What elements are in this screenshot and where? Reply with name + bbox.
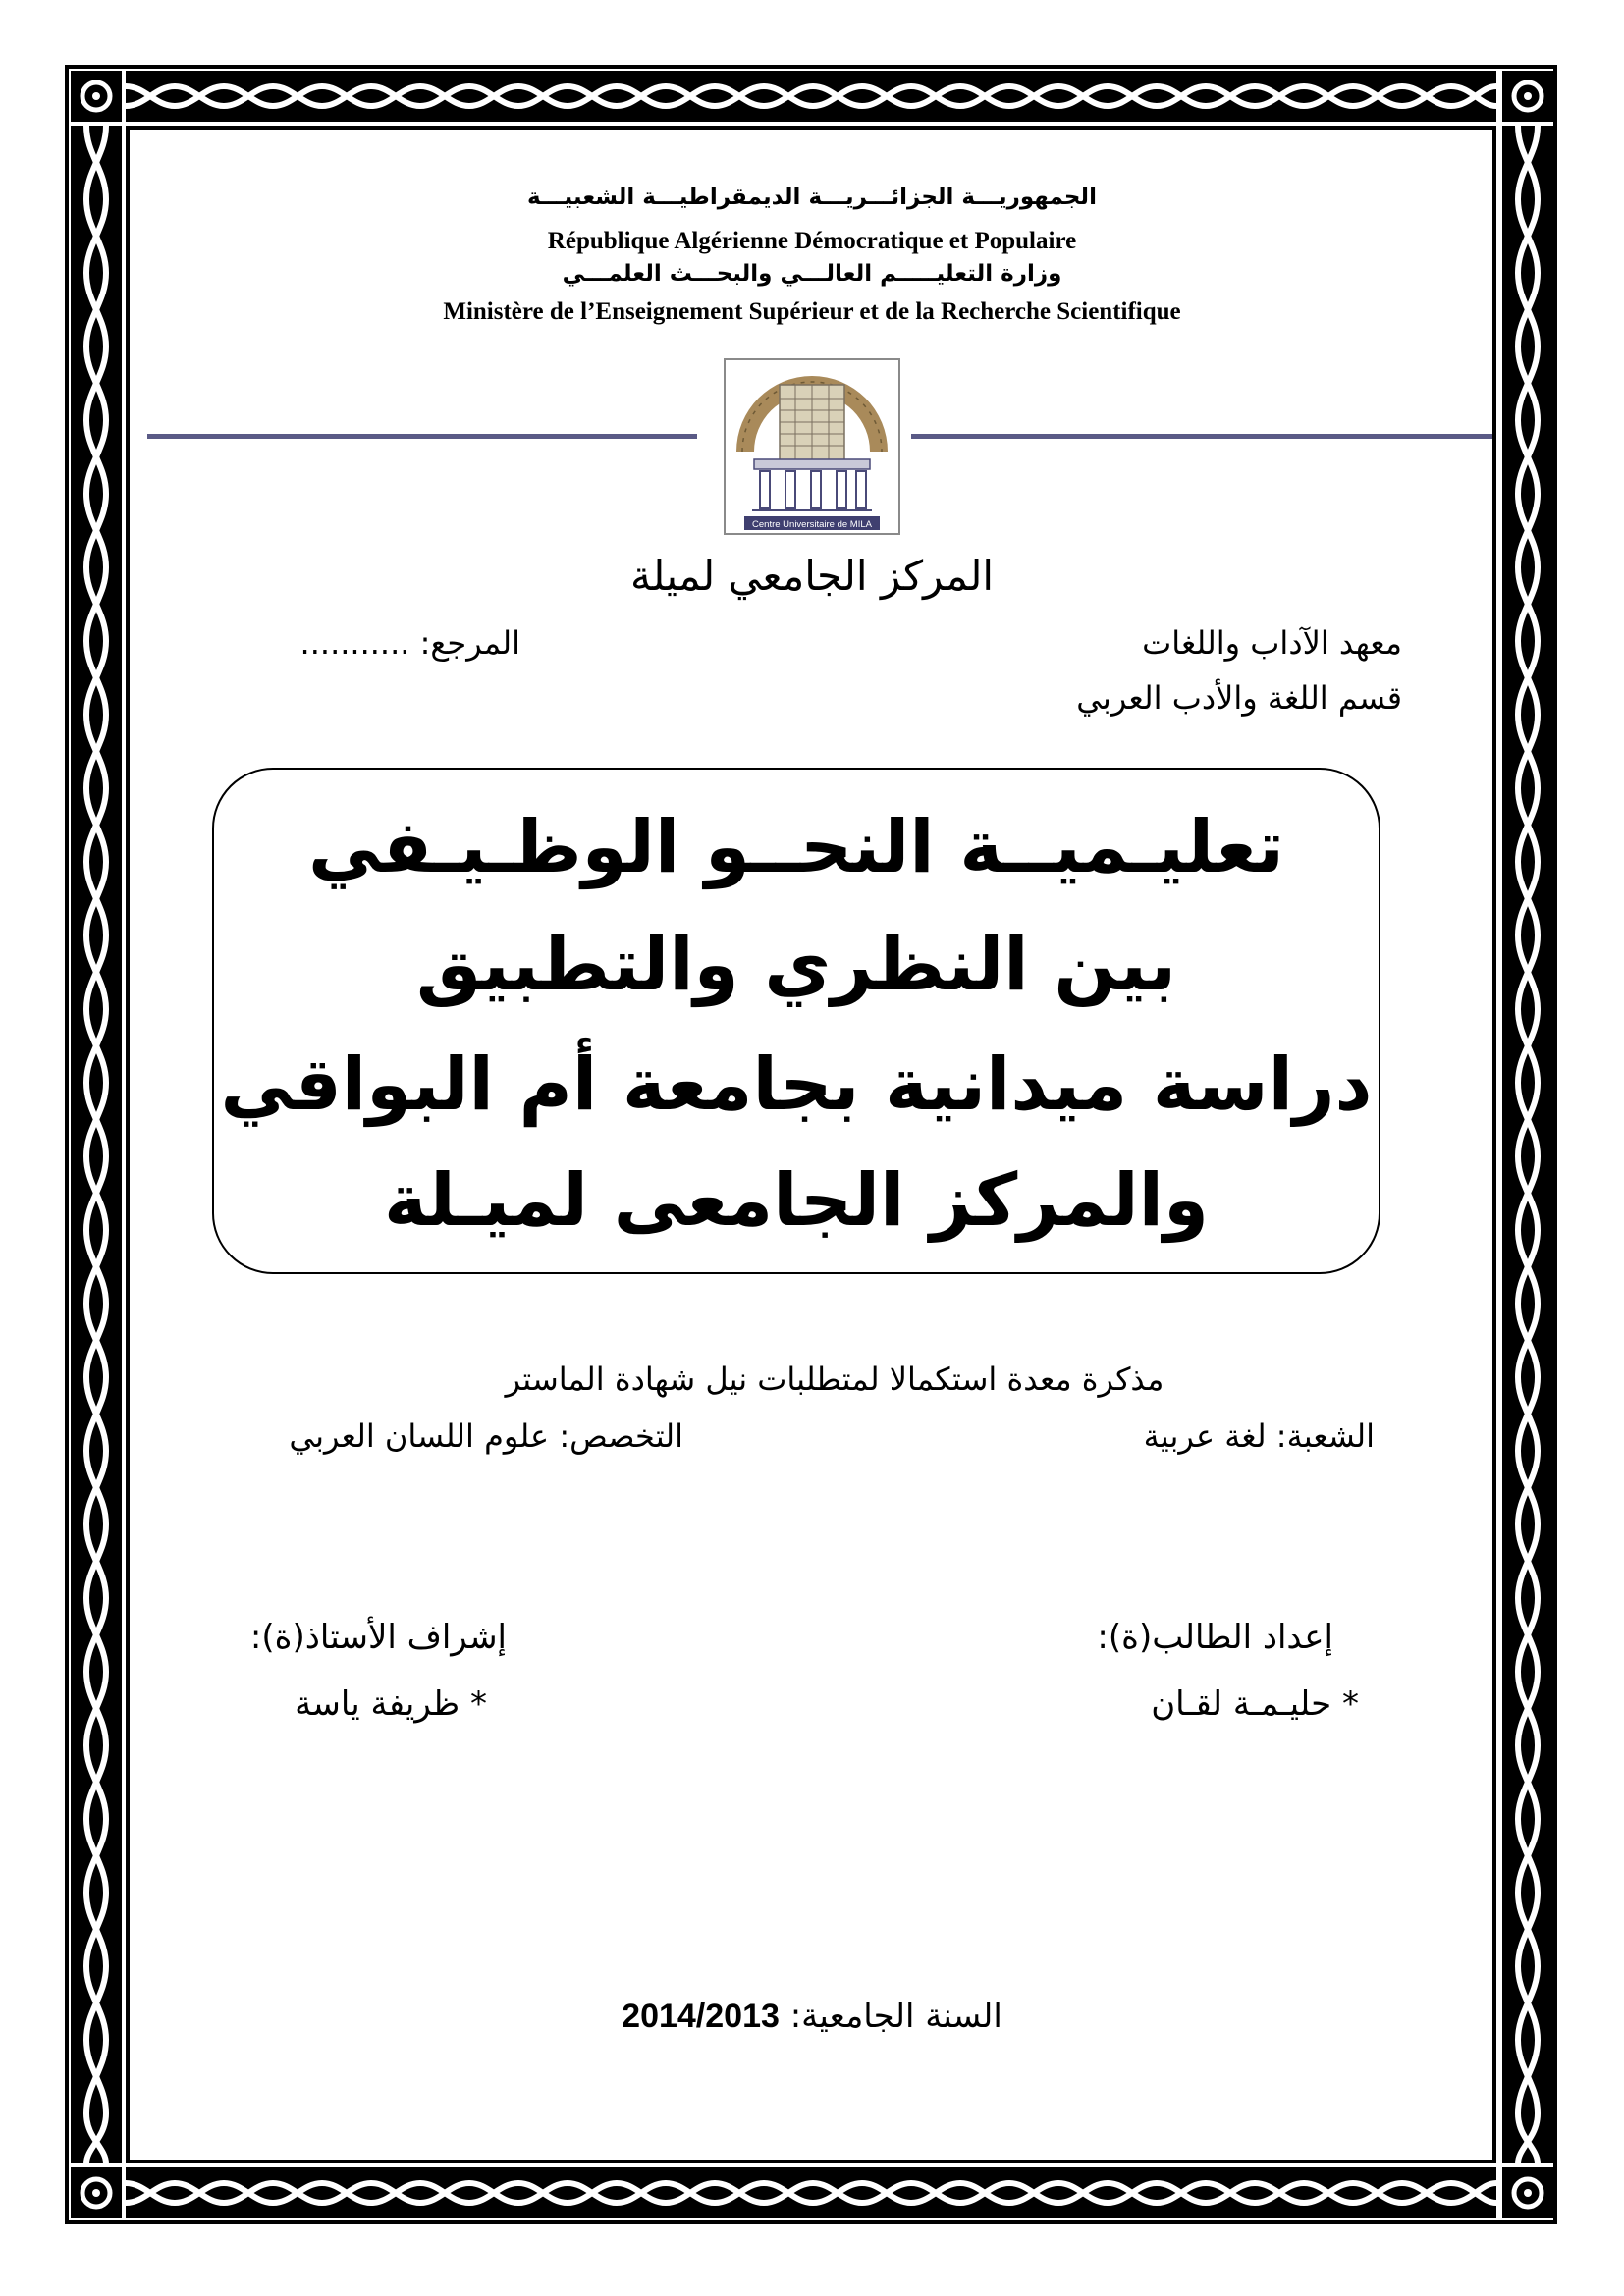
republic-french: République Algérienne Démocratique et Populaire xyxy=(547,228,1077,254)
department-name: قسم اللغة والأدب العربي xyxy=(1076,679,1402,717)
corner-ornament-icon xyxy=(1502,2167,1553,2218)
memoir-title-line-1: تعليـميــة النحــو الوظـيـفي xyxy=(308,805,1284,889)
supervised-by-label: إشراف الأستاذ(ة): xyxy=(249,1618,507,1657)
memoir-title-line-4: والمركز الجامعى لميـلة xyxy=(383,1158,1210,1243)
university-building-arch-icon xyxy=(723,357,901,536)
ministry-arabic: وزارة التعليـــــم العالـــي والبحـــث العلمـــي xyxy=(562,261,1062,287)
right-braid-border xyxy=(1502,126,1553,2163)
reference-field: المرجع: ........... xyxy=(299,624,520,662)
institute-name: معهد الآداب واللغات xyxy=(1142,624,1402,662)
supervisor-name: * ظريفة ياسة xyxy=(295,1684,487,1724)
student-name: * حليـمـة لقـان xyxy=(1151,1684,1359,1724)
academic-year-label: السنة الجامعية: xyxy=(789,1997,1002,2036)
memoir-purpose: مذكرة معدة استكمالا لمتطلبات نيل شهادة الماستر xyxy=(505,1361,1164,1398)
prepared-by-label: إعداد الطالب(ة): xyxy=(1097,1618,1333,1657)
corner-ornament-icon xyxy=(1502,71,1553,122)
branch-field: الشعبة: لغة عربية xyxy=(1143,1417,1375,1455)
top-braid-border xyxy=(126,71,1496,122)
corner-ornament-icon xyxy=(71,2167,122,2218)
academic-year-value: 2014/2013 xyxy=(622,1998,780,2035)
corner-ornament-icon xyxy=(71,71,122,122)
academic-year xyxy=(393,1997,1231,2036)
ministry-french: Ministère de l’Enseignement Supérieur et de la Recherche Scientifique xyxy=(443,298,1181,325)
memoir-title-line-2: بين النظري والتطبيق xyxy=(416,923,1176,1007)
logo-caption: Centre Universitaire de MILA xyxy=(752,519,872,530)
left-header-rule xyxy=(147,434,697,439)
left-braid-border xyxy=(71,126,122,2163)
specialty-field: التخصص: علوم اللسان العربي xyxy=(289,1417,683,1455)
right-header-rule xyxy=(911,434,1492,439)
bottom-braid-border xyxy=(126,2167,1496,2218)
university-center-name: المركز الجامعي لميلة xyxy=(629,552,995,600)
memoir-title-line-3: دراسة ميدانية بجامعة أم البواقي xyxy=(220,1042,1373,1127)
republic-arabic: الجمهوريـــة الجزائـــريـــة الديمقراطيـــة الشعبيـــة xyxy=(527,185,1097,210)
